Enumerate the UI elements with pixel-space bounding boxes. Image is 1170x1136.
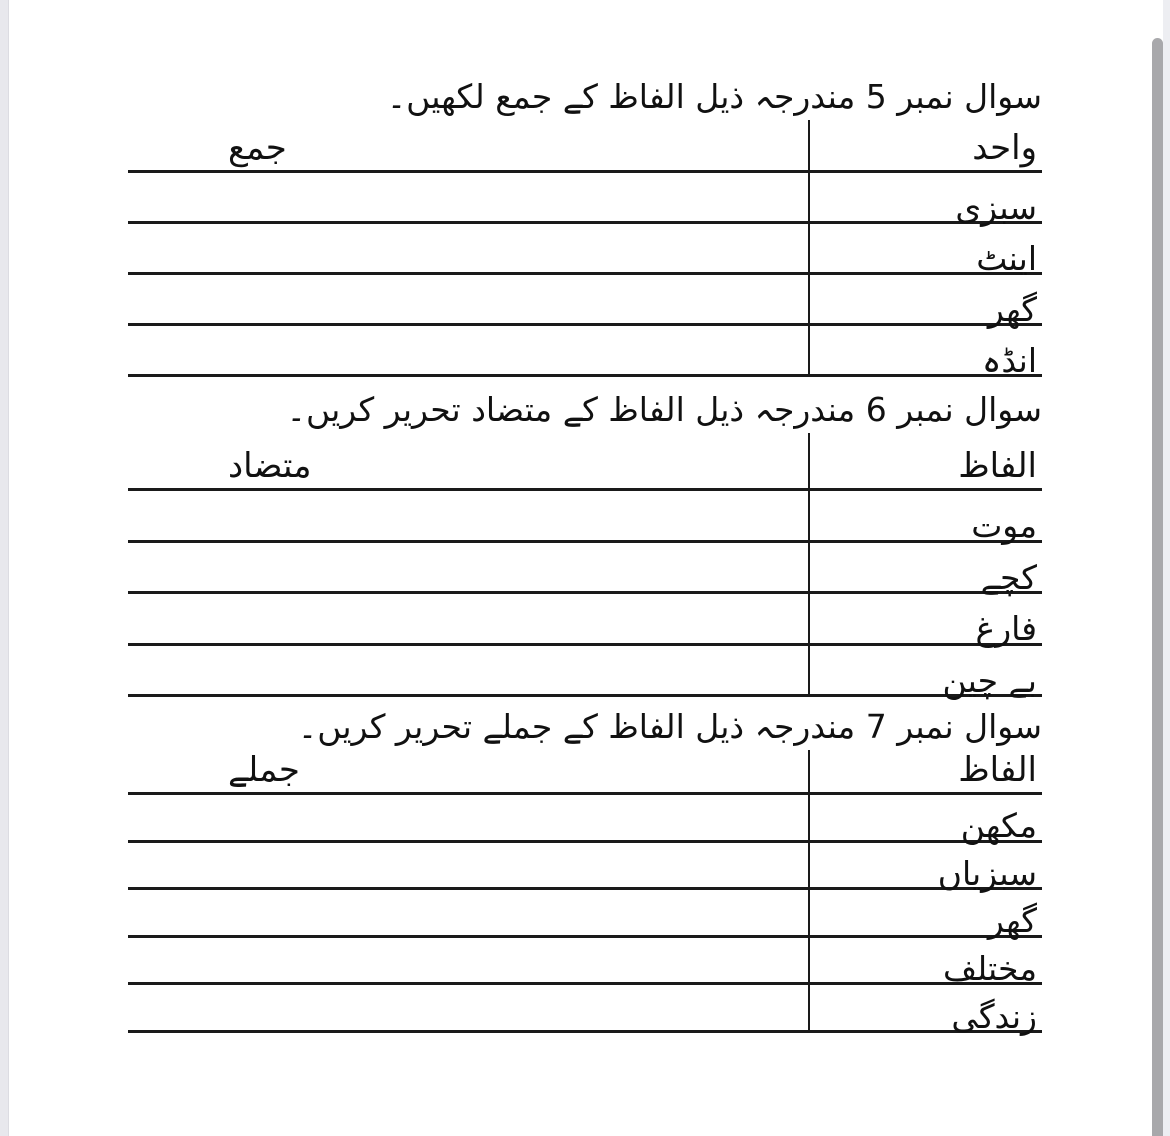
- table-row: [128, 326, 1042, 380]
- table-row: [128, 985, 1042, 1036]
- column-header-words: الفاظ: [958, 445, 1037, 486]
- answer-cell: [128, 646, 810, 695]
- table-row: [128, 843, 1042, 891]
- question-5-section: [128, 62, 1042, 380]
- table-header-row: [128, 750, 1042, 795]
- table-row: [128, 173, 1042, 227]
- answer-cell: [128, 938, 810, 983]
- word: بے چین: [942, 660, 1037, 700]
- answer-cell: [128, 795, 810, 840]
- table-row: [128, 938, 1042, 989]
- scrollbar-thumb[interactable]: [1152, 38, 1163, 1136]
- word: مکھن: [960, 806, 1037, 846]
- question-5-table: [128, 120, 1042, 380]
- singular-word: گھر: [987, 289, 1037, 329]
- table-row: [128, 543, 1042, 595]
- table-row: [128, 594, 1042, 649]
- question-7-table: [128, 749, 1042, 1036]
- answer-cell: [128, 491, 810, 540]
- column-header-plural: جمع: [228, 127, 287, 168]
- answer-cell: [128, 890, 810, 935]
- question-5-title: سوال نمبر 5 مندرجہ ذیل الفاظ کے جمع لکھیں۔: [386, 77, 1042, 116]
- table-column-divider: [808, 120, 810, 377]
- word: موت: [971, 506, 1037, 546]
- word: سبزیاں: [937, 853, 1037, 893]
- worksheet-content: [128, 0, 1042, 1036]
- table-row: [128, 224, 1042, 278]
- answer-cell: [128, 275, 810, 323]
- question-7-title: سوال نمبر 7 مندرجہ ذیل الفاظ کے جملے تحریر کریں۔: [297, 707, 1042, 746]
- table-row: [128, 491, 1042, 546]
- column-header-words: الفاظ: [958, 749, 1037, 790]
- singular-word: انڈہ: [981, 340, 1037, 380]
- question-6-table: [128, 433, 1042, 700]
- scrollbar-track: [1163, 0, 1170, 1136]
- table-header-row: [128, 433, 1042, 491]
- answer-cell: [128, 173, 810, 221]
- answer-cell: [128, 326, 810, 374]
- answer-cell: [128, 224, 810, 272]
- answer-cell: [128, 843, 810, 888]
- word: فارغ: [975, 609, 1037, 649]
- table-column-divider: [808, 750, 810, 1033]
- column-header-singular: واحد: [972, 127, 1037, 168]
- table-row: [128, 795, 1042, 846]
- question-6-title: سوال نمبر 6 مندرجہ ذیل الفاظ کے متضاد تحریر کریں۔: [286, 390, 1042, 429]
- column-header-antonym: متضاد: [228, 445, 312, 486]
- question-6-section: [128, 377, 1042, 700]
- word: گھر: [987, 901, 1037, 941]
- column-header-sentences: جملے: [228, 749, 300, 790]
- table-column-divider: [808, 433, 810, 697]
- word: کچے: [980, 557, 1037, 597]
- answer-cell: [128, 594, 810, 643]
- table-row: [128, 646, 1042, 698]
- singular-word: سبزی: [955, 187, 1037, 227]
- word: مختلف: [942, 949, 1037, 989]
- table-header-row: [128, 120, 1042, 173]
- answer-cell: [128, 543, 810, 592]
- question-7-section: [128, 697, 1042, 1036]
- table-row: [128, 890, 1042, 941]
- word: زندگی: [951, 996, 1037, 1036]
- left-page-edge: [0, 0, 9, 1136]
- answer-cell: [128, 985, 810, 1030]
- singular-word: اینٹ: [976, 238, 1037, 278]
- table-row: [128, 275, 1042, 329]
